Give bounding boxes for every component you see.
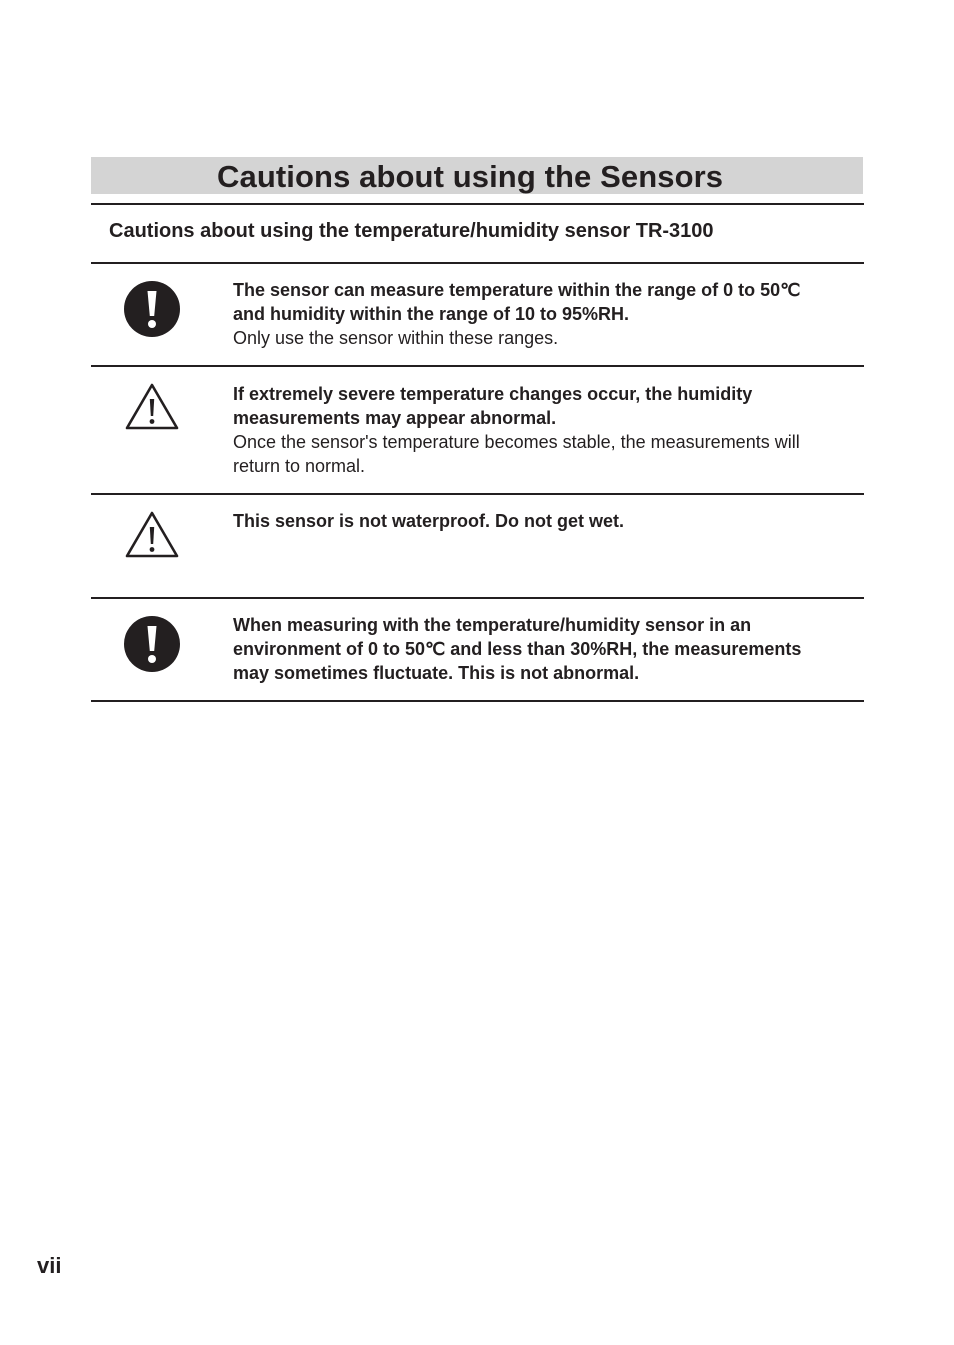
page-title-band <box>91 157 863 194</box>
table-bottom-rule <box>91 700 864 702</box>
page-number: vii <box>37 1253 62 1278</box>
warning-triangle-icon <box>123 509 181 567</box>
page-title: Cautions about using the Sensors <box>217 159 724 194</box>
caution-1-bold-line-1: The sensor can measure temperature within the range of 0 to 50℃ <box>233 280 801 300</box>
caution-row-1 <box>91 264 864 366</box>
caution-4-bold-line-3: may sometimes fluctuate. This is not abnormal. <box>233 663 640 683</box>
caution-4-bold-line-1: When measuring with the temperature/humidity sensor in an <box>233 615 752 635</box>
caution-text-1 <box>233 278 853 350</box>
warning-triangle-icon <box>123 381 181 439</box>
caution-row-3 <box>91 495 864 597</box>
caution-2-normal-line-2: return to normal. <box>233 456 366 476</box>
caution-row-4 <box>91 599 864 700</box>
subtitle-top-rule <box>91 203 864 205</box>
caution-2-bold-line-2: measurements may appear abnormal. <box>233 408 557 428</box>
caution-row-2 <box>91 367 864 493</box>
mandatory-exclamation-icon <box>123 280 181 338</box>
caution-4-bold-line-2: environment of 0 to 50℃ and less than 30%RH, the measurements <box>233 639 802 659</box>
caution-2-normal-line-1: Once the sensor's temperature becomes stable, the measurements will <box>233 432 800 452</box>
caution-2-bold-line-1: If extremely severe temperature changes occur, the humidity <box>233 384 753 404</box>
caution-text-3 <box>233 509 853 533</box>
caution-text-4 <box>233 613 853 685</box>
caution-1-normal-line-1: Only use the sensor within these ranges. <box>233 328 559 348</box>
caution-1-bold-line-2: and humidity within the range of 10 to 95%RH. <box>233 304 630 324</box>
mandatory-exclamation-icon <box>123 615 181 673</box>
section-subtitle: Cautions about using the temperature/humidity sensor TR-3100 <box>109 220 714 242</box>
caution-3-bold-line-1: This sensor is not waterproof. Do not get wet. <box>233 511 625 531</box>
caution-text-2 <box>233 382 853 478</box>
